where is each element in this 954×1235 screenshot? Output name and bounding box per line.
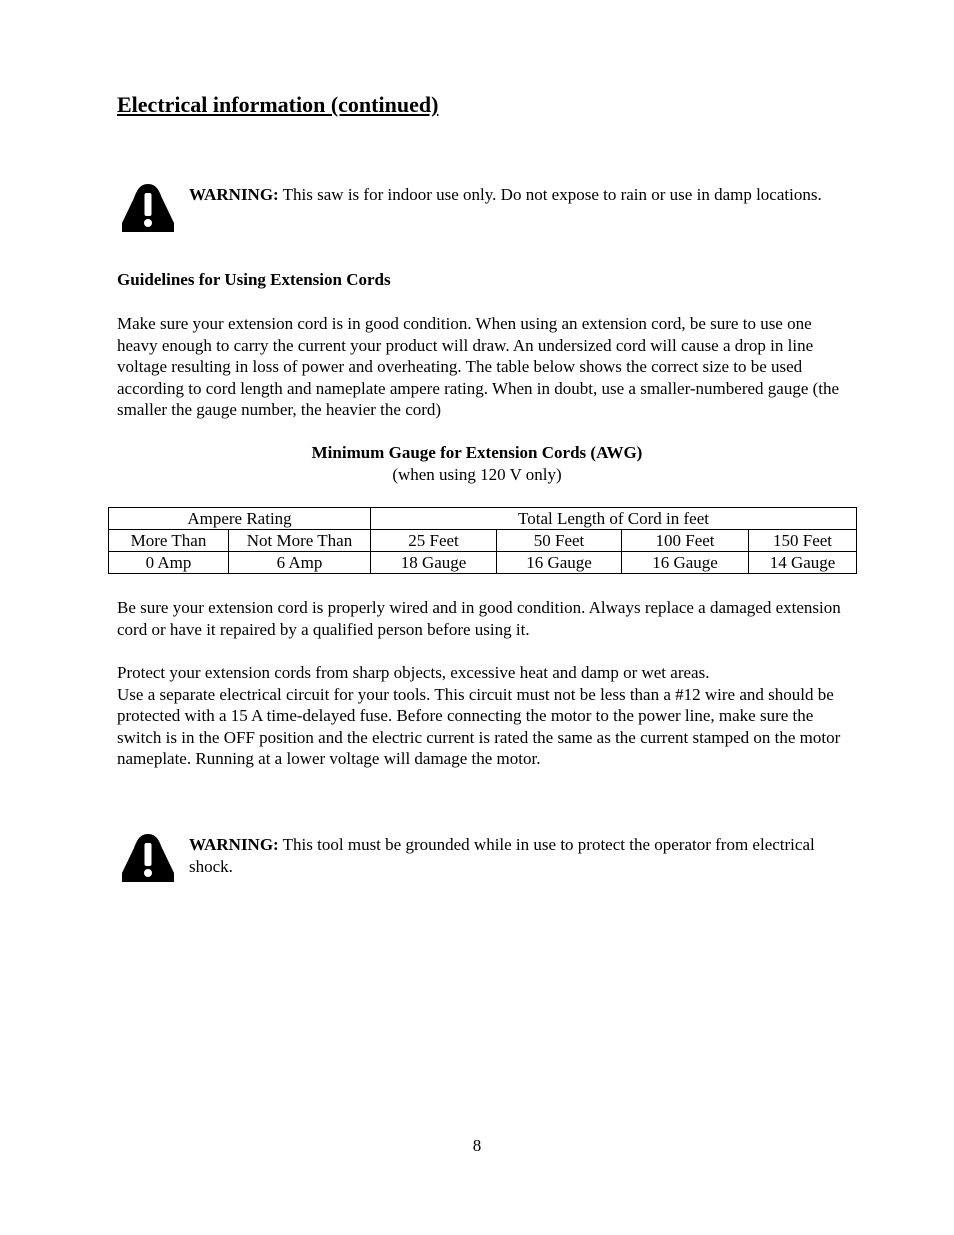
table-column-header: 150 Feet: [749, 530, 857, 552]
table-title: Minimum Gauge for Extension Cords (AWG): [311, 443, 643, 462]
table-column-header: More Than: [109, 530, 229, 552]
table-column-header: 25 Feet: [371, 530, 497, 552]
table-cell: 16 Gauge: [622, 552, 749, 574]
table-header-row: [109, 530, 857, 552]
table-row: [109, 552, 857, 574]
table-column-header: 50 Feet: [497, 530, 622, 552]
paragraph-protection-and-circuit: [117, 662, 842, 770]
extension-cord-gauge-table: [108, 507, 857, 574]
table-subtitle: (when using 120 V only): [392, 465, 562, 484]
table-cell: 0 Amp: [109, 552, 229, 574]
paragraph-line: Protect your extension cords from sharp objects, excessive heat and damp or wet areas.: [117, 663, 710, 682]
table-group-header: Total Length of Cord in feet: [371, 508, 857, 530]
paragraph-line: Use a separate electrical circuit for your tools. This circuit must not be less than a #12 wire and should be protected with a 15 A time-delayed fuse. Before connecting the motor to the power line, make sure the switch is in the OFF position and the electric current is rated the same as the current stamped on the motor nameplate. Running at a lower voltage will damage the motor.: [117, 684, 841, 769]
warning-hazard-icon: [120, 833, 176, 883]
warning-message-grounding: [189, 834, 839, 878]
table-caption: [117, 442, 837, 486]
warning-hazard-icon: [120, 183, 176, 233]
page-number: 8: [472, 1136, 482, 1155]
warning-label: WARNING:: [189, 835, 279, 854]
paragraph-proper-wiring: Be sure your extension cord is properly wired and in good condition. Always replace a damaged extension cord or have it repaired by a qualified person before using it.: [117, 598, 841, 639]
table-column-header: 100 Feet: [622, 530, 749, 552]
table-cell: 18 Gauge: [371, 552, 497, 574]
warning-text: This saw is for indoor use only. Do not expose to rain or use in damp locations.: [278, 185, 822, 204]
paragraph-extension-cord-guidelines: Make sure your extension cord is in good condition. When using an extension cord, be sure to use one heavy enough to carry the current your product will draw. An undersized cord will cause a drop in line voltage resulting in loss of power and overheating. The table below shows the correct size to be used according to cord length and nameplate ampere rating. When in doubt, use a smaller-numbered gauge (the smaller the gauge number, the heavier the cord): [117, 314, 840, 420]
table-group-header-row: [109, 508, 857, 530]
warning-text: This tool must be grounded while in use to protect the operator from electrical shock.: [189, 835, 815, 876]
table-cell: 14 Gauge: [749, 552, 857, 574]
warning-label: WARNING:: [189, 185, 279, 204]
section-heading: Guidelines for Using Extension Cords: [117, 270, 391, 289]
warning-message-indoor: [189, 184, 839, 206]
table-cell: 16 Gauge: [497, 552, 622, 574]
table-cell: 6 Amp: [229, 552, 371, 574]
table-group-header: Ampere Rating: [109, 508, 371, 530]
table-column-header: Not More Than: [229, 530, 371, 552]
page-title: Electrical information (continued): [117, 92, 439, 117]
